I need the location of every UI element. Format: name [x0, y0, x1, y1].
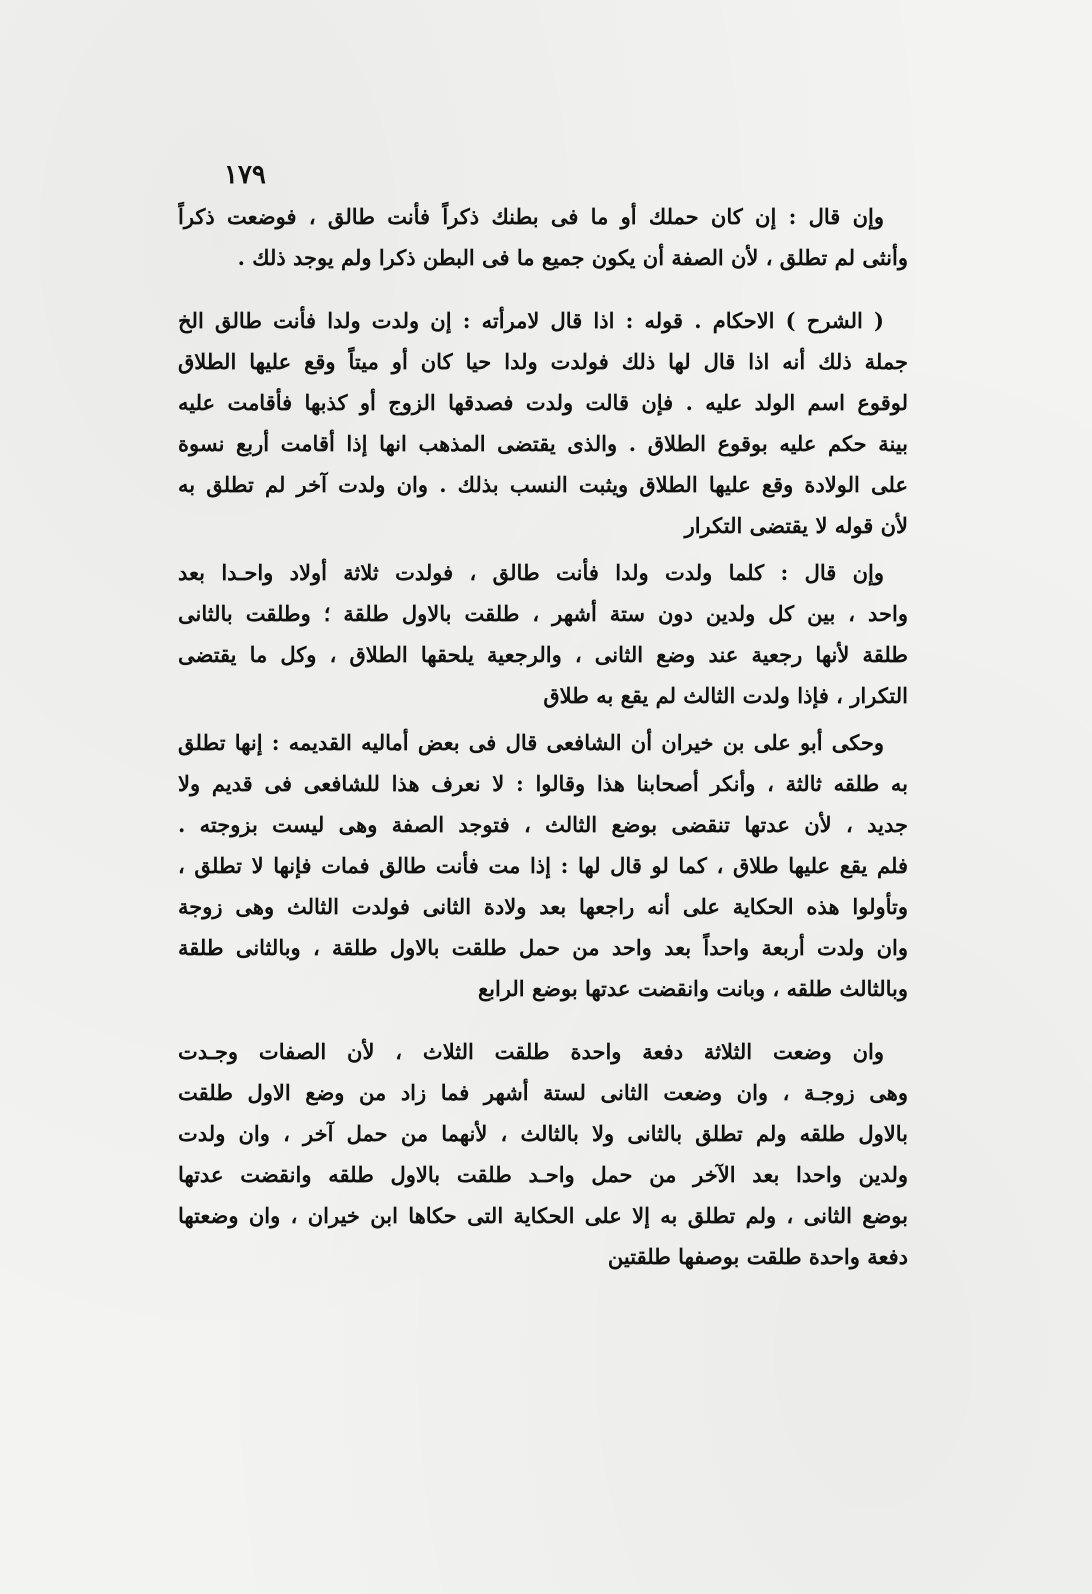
text-line: وحكى أبو على بن خيران أن الشافعى قال فى بعض أماليه القديمه : إنها تطلق	[178, 730, 884, 755]
paragraph-3	[178, 552, 908, 716]
text-line: على الولادة وقع عليها الطلاق ويثبت النسب بذلك . وان ولدت آخر لم تطلق به	[178, 472, 908, 497]
paragraph-2	[178, 300, 908, 546]
text-line: وبالثالث طلقه ، وبانت وانقضت عدتها بوضع الرابع	[477, 976, 908, 1001]
body-text	[178, 196, 908, 1299]
paragraph-4	[178, 722, 908, 1009]
text-line: ولدين واحدا بعد الآخر من حمل واحـد طلقت بالاول طلقه وانقضت عدتها	[178, 1162, 908, 1187]
text-line: ( الشرح ) الاحكام . قوله : اذا قال لامرأته : إن ولدت ولدا فأنت طالق الخ	[178, 308, 884, 333]
text-line: التكرار ، فإذا ولدت الثالث لم يقع به طلاق	[543, 683, 908, 708]
text-line: بينة حكم عليه بوقوع الطلاق . والذى يقتضى المذهب انها إذا أقامت أربع نسوة	[178, 431, 908, 456]
text-line: وهى زوجـة ، وان وضعت الثانى لستة أشهر فما زاد من وضع الاول طلقت	[178, 1080, 908, 1105]
text-line: واحد ، بين كل ولدين دون ستة أشهر ، طلقت بالاول طلقة ؛ وطلقت بالثانى	[178, 601, 908, 626]
text-line: وان وضعت الثلاثة دفعة واحدة طلقت الثلاث ، لأن الصفات وجـدت	[178, 1039, 884, 1064]
text-line: دفعة واحدة طلقت بوصفها طلقتين	[607, 1244, 908, 1269]
text-line: وان ولدت أربعة واحداً بعد واحد من حمل طلقت بالاول طلقة ، وبالثانى طلقة	[178, 935, 908, 960]
page-number: ١٧٩	[224, 160, 266, 190]
text-line: وإن قال : إن كان حملك أو ما فى بطنك ذكراً فأنت طالق ، فوضعت ذكراً	[178, 204, 884, 229]
paragraph-1	[178, 196, 908, 278]
text-line: لأن قوله لا يقتضى التكرار	[684, 513, 908, 538]
text-line: وتأولوا هذه الحكاية على أنه راجعها بعد ولادة الثانى فولدت الثالث وهى زوجة	[178, 894, 908, 919]
text-line: جملة ذلك أنه اذا قال لها ذلك فولدت ولدا حيا كان أو ميتاً وقع عليها الطلاق	[178, 349, 908, 374]
text-line: جديد ، لأن عدتها تنقضى بوضع الثالث ، فتوجد الصفة وهى ليست بزوجته .	[178, 812, 908, 837]
text-line: به طلقه ثالثة ، وأنكر أصحابنا هذا وقالوا : لا نعرف هذا للشافعى فى قديم ولا	[178, 771, 908, 796]
text-line: وأنثى لم تطلق ، لأن الصفة أن يكون جميع ما فى البطن ذكرا ولم يوجد ذلك .	[237, 245, 908, 270]
text-line: فلم يقع عليها طلاق ، كما لو قال لها : إذا مت فأنت طالق فمات فإنها لا تطلق ،	[178, 853, 908, 878]
text-line: وإن قال : كلما ولدت ولدا فأنت طالق ، فولدت ثلاثة أولاد واحـدا بعد	[178, 560, 884, 585]
text-line: طلقة لأنها رجعية عند وضع الثانى ، والرجعية يلحقها الطلاق ، وكل ما يقتضى	[178, 642, 908, 667]
paragraph-5	[178, 1031, 908, 1277]
text-line: لوقوع اسم الولد عليه . فإن قالت ولدت فصدقها الزوج أو كذبها فأقامت عليه	[178, 390, 908, 415]
text-line: بالاول طلقه ولم تطلق بالثانى ولا بالثالث ، لأنهما من حمل آخر ، وان ولدت	[178, 1121, 908, 1146]
text-line: بوضع الثانى ، ولم تطلق به إلا على الحكاية التى حكاها ابن خيران ، وان وضعتها	[178, 1203, 908, 1228]
